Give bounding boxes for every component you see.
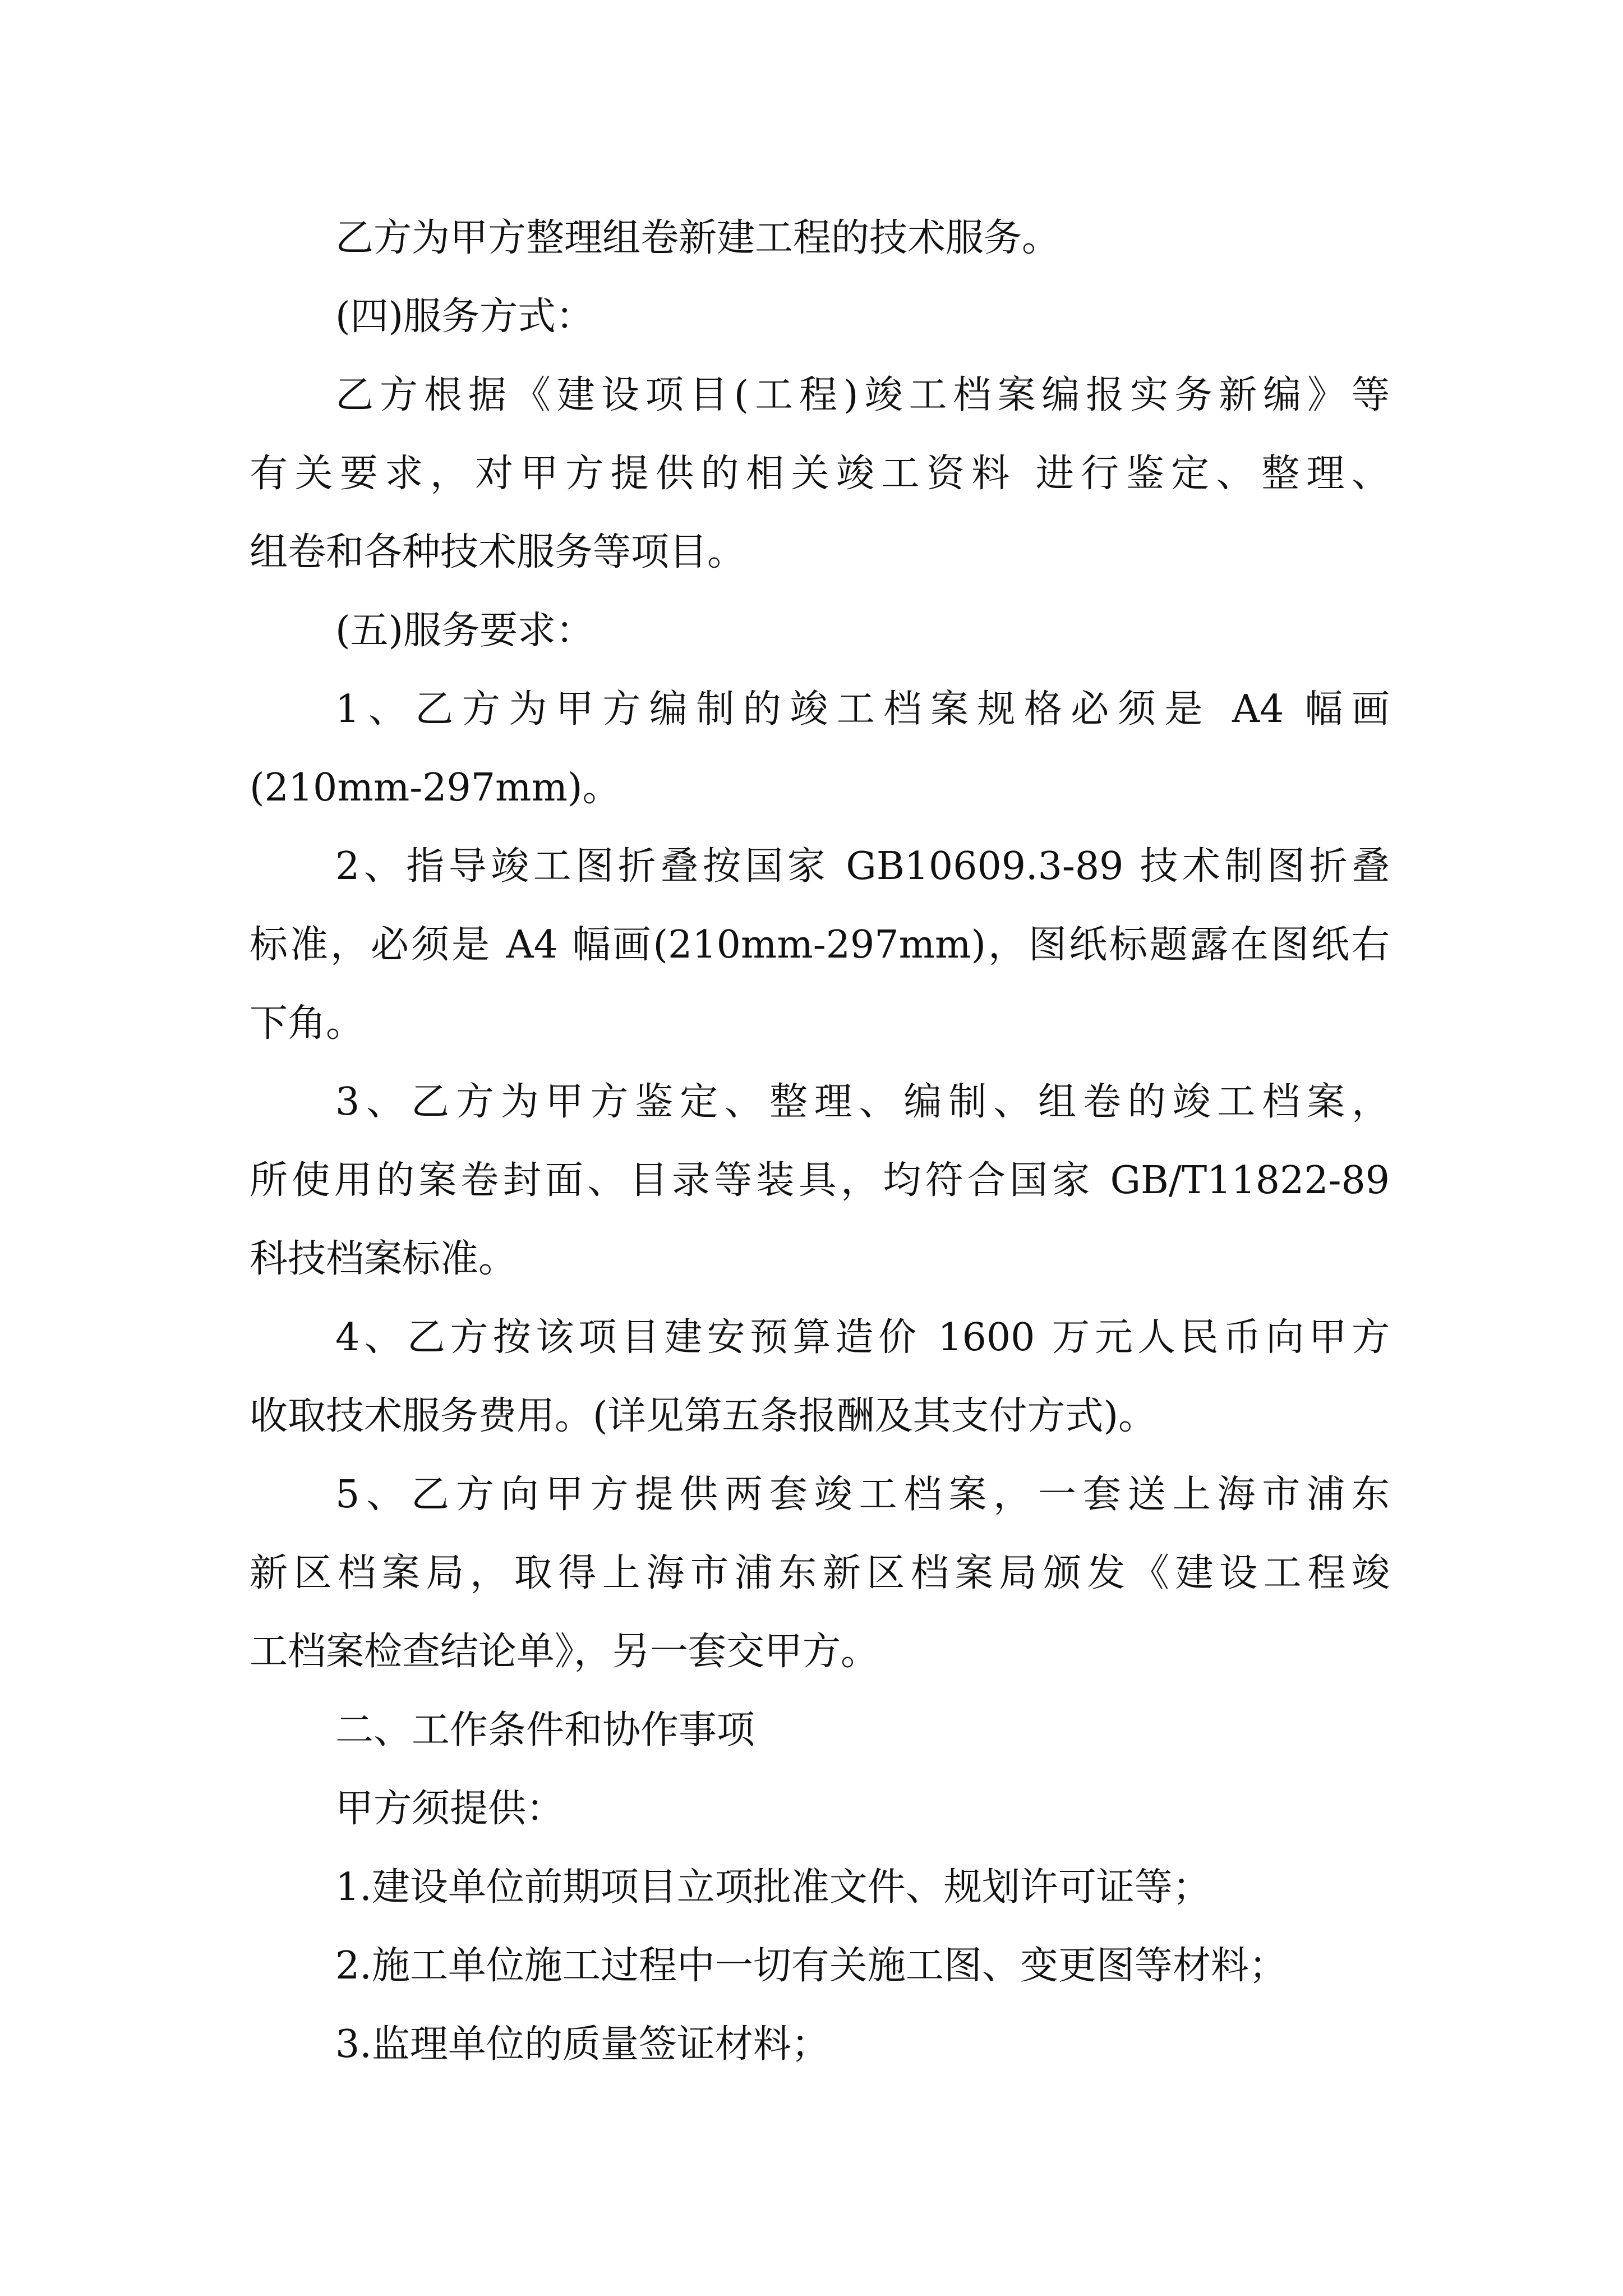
- text-line: 4、乙方按该项目建安预算造价 1600 万元人民币向甲方: [335, 1315, 1390, 1360]
- text-line: 5、乙方向甲方提供两套竣工档案，一套送上海市浦东: [335, 1473, 1390, 1517]
- text-line: (210mm-297mm)。: [250, 766, 621, 810]
- text-line: 1.建设单位前期项目立项批准文件、规划许可证等；: [335, 1865, 1211, 1910]
- text-line: 收取技术服务费用。(详见第五条报酬及其支付方式)。: [250, 1394, 1157, 1438]
- text-line: 工档案检查结论单》，另一套交甲方。: [250, 1630, 879, 1674]
- section-heading: 二、工作条件和协作事项: [335, 1708, 755, 1752]
- text-line: (五)服务要求：: [335, 609, 594, 653]
- text-line: 标准，必须是 A4 幅画(210mm-297mm)，图纸标题露在图纸右: [250, 923, 1390, 967]
- text-line: 3.监理单位的质量签证材料；: [335, 2022, 829, 2067]
- text-line: 甲方须提供：: [335, 1787, 565, 1831]
- text-line: 2、指导竣工图折叠按国家 GB10609.3-89 技术制图折叠: [335, 844, 1390, 889]
- text-line: 乙方根据《建设项目(工程)竣工档案编报实务新编》等: [335, 373, 1390, 417]
- text-line: (四)服务方式：: [335, 295, 594, 339]
- text-line: 有关要求，对甲方提供的相关竣工资料 进行鉴定、整理、: [250, 452, 1390, 496]
- text-line: 2.施工单位施工过程中一切有关施工图、变更图等材料；: [335, 1944, 1287, 1988]
- text-line: 科技档案标准。: [250, 1237, 517, 1281]
- text-line: 新区档案局，取得上海市浦东新区档案局颁发《建设工程竣: [250, 1551, 1390, 1595]
- text-line: 下角。: [250, 1001, 365, 1046]
- text-line: 乙方为甲方整理组卷新建工程的技术服务。: [335, 216, 1061, 260]
- text-line: 1、乙方为甲方编制的竣工档案规格必须是 A4 幅画: [335, 687, 1390, 731]
- text-line: 组卷和各种技术服务等项目。: [250, 530, 746, 574]
- text-line: 3、乙方为甲方鉴定、整理、编制、组卷的竣工档案，: [335, 1080, 1390, 1124]
- text-line: 所使用的案卷封面、目录等装具，均符合国家 GB/T11822-89: [250, 1158, 1390, 1203]
